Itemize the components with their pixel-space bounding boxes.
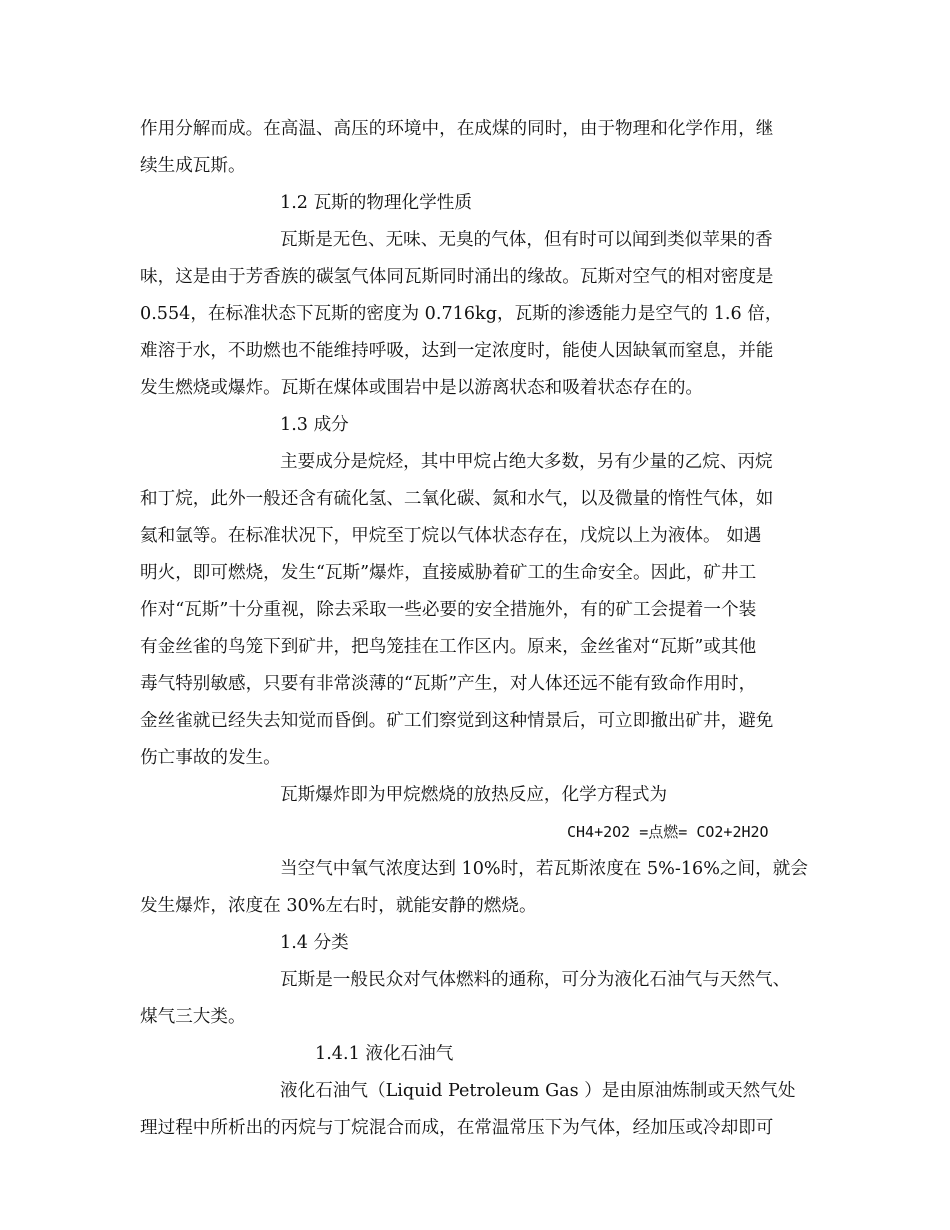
body-text-line: 氦和氩等。在标准状况下，甲烷至丁烷以气体状态存在，戊烷以上为液体。 如遇 <box>140 526 762 546</box>
body-text-line: 有金丝雀的鸟笼下到矿井，把鸟笼挂在工作区内。原来，金丝雀对“瓦斯”或其他 <box>140 637 757 657</box>
body-text-line: 煤气三大类。 <box>140 1007 246 1027</box>
body-text-line: 发生燃烧或爆炸。瓦斯在煤体或围岩中是以游离状态和吸着状态存在的。 <box>140 378 704 398</box>
body-text-line: 毒气特别敏感，只要有非常淡薄的“瓦斯”产生，对人体还远不能有致命作用时， <box>140 674 757 694</box>
body-text-line: 味，这是由于芳香族的碳氢气体同瓦斯同时涌出的缘故。瓦斯对空气的相对密度是 <box>140 267 774 287</box>
body-text-line: 瓦斯是无色、无味、无臭的气体，但有时可以闻到类似苹果的香 <box>280 230 773 250</box>
body-text-line: 难溶于水，不助燃也不能维持呼吸，达到一定浓度时，能使人因缺氧而窒息，并能 <box>140 341 774 361</box>
section-heading-1-3: 1.3 成分 <box>280 415 349 435</box>
body-text-line: 液化石油气（Liquid Petroleum Gas ）是由原油炼制或天然气处 <box>280 1081 796 1101</box>
chemical-equation: CH4+2O2 =点燃= CO2+2H2O <box>567 823 769 841</box>
body-text-line: 瓦斯爆炸即为甲烷燃烧的放热反应，化学方程式为 <box>280 785 668 805</box>
body-text-line: 明火，即可燃烧，发生“瓦斯”爆炸，直接威胁着矿工的生命安全。因此，矿井工 <box>140 563 757 583</box>
body-text-line: 发生爆炸，浓度在 30%左右时，就能安静的燃烧。 <box>140 896 537 916</box>
body-text-line: 0.554，在标准状态下瓦斯的密度为 0.716kg，瓦斯的渗透能力是空气的 1.6 倍， <box>140 304 783 324</box>
body-text-line: 和丁烷，此外一般还含有硫化氢、二氧化碳、氮和水气，以及微量的惰性气体，如 <box>140 489 774 509</box>
body-text-line: 作对“瓦斯”十分重视，除去采取一些必要的安全措施外，有的矿工会提着一个装 <box>140 600 757 620</box>
subsection-heading-1-4-1: 1.4.1 液化石油气 <box>315 1044 454 1064</box>
body-text-line: 金丝雀就已经失去知觉而昏倒。矿工们察觉到这种情景后，可立即撤出矿井，避免 <box>140 711 774 731</box>
body-text-line: 当空气中氧气浓度达到 10%时，若瓦斯浓度在 5%-16%之间，就会 <box>280 859 808 879</box>
section-heading-1-4: 1.4 分类 <box>280 933 349 953</box>
body-text-line: 瓦斯是一般民众对气体燃料的通称，可分为液化石油气与天然气、 <box>280 970 791 990</box>
body-text-line: 伤亡事故的发生。 <box>140 748 281 768</box>
section-heading-1-2: 1.2 瓦斯的物理化学性质 <box>280 193 472 213</box>
body-text-line: 续生成瓦斯。 <box>140 156 246 176</box>
body-text-line: 作用分解而成。在高温、高压的环境中，在成煤的同时，由于物理和化学作用，继 <box>140 119 774 139</box>
body-text-line: 主要成分是烷烃，其中甲烷占绝大多数，另有少量的乙烷、丙烷 <box>280 452 773 472</box>
body-text-line: 理过程中所析出的丙烷与丁烷混合而成，在常温常压下为气体，经加压或冷却即可 <box>140 1118 774 1138</box>
